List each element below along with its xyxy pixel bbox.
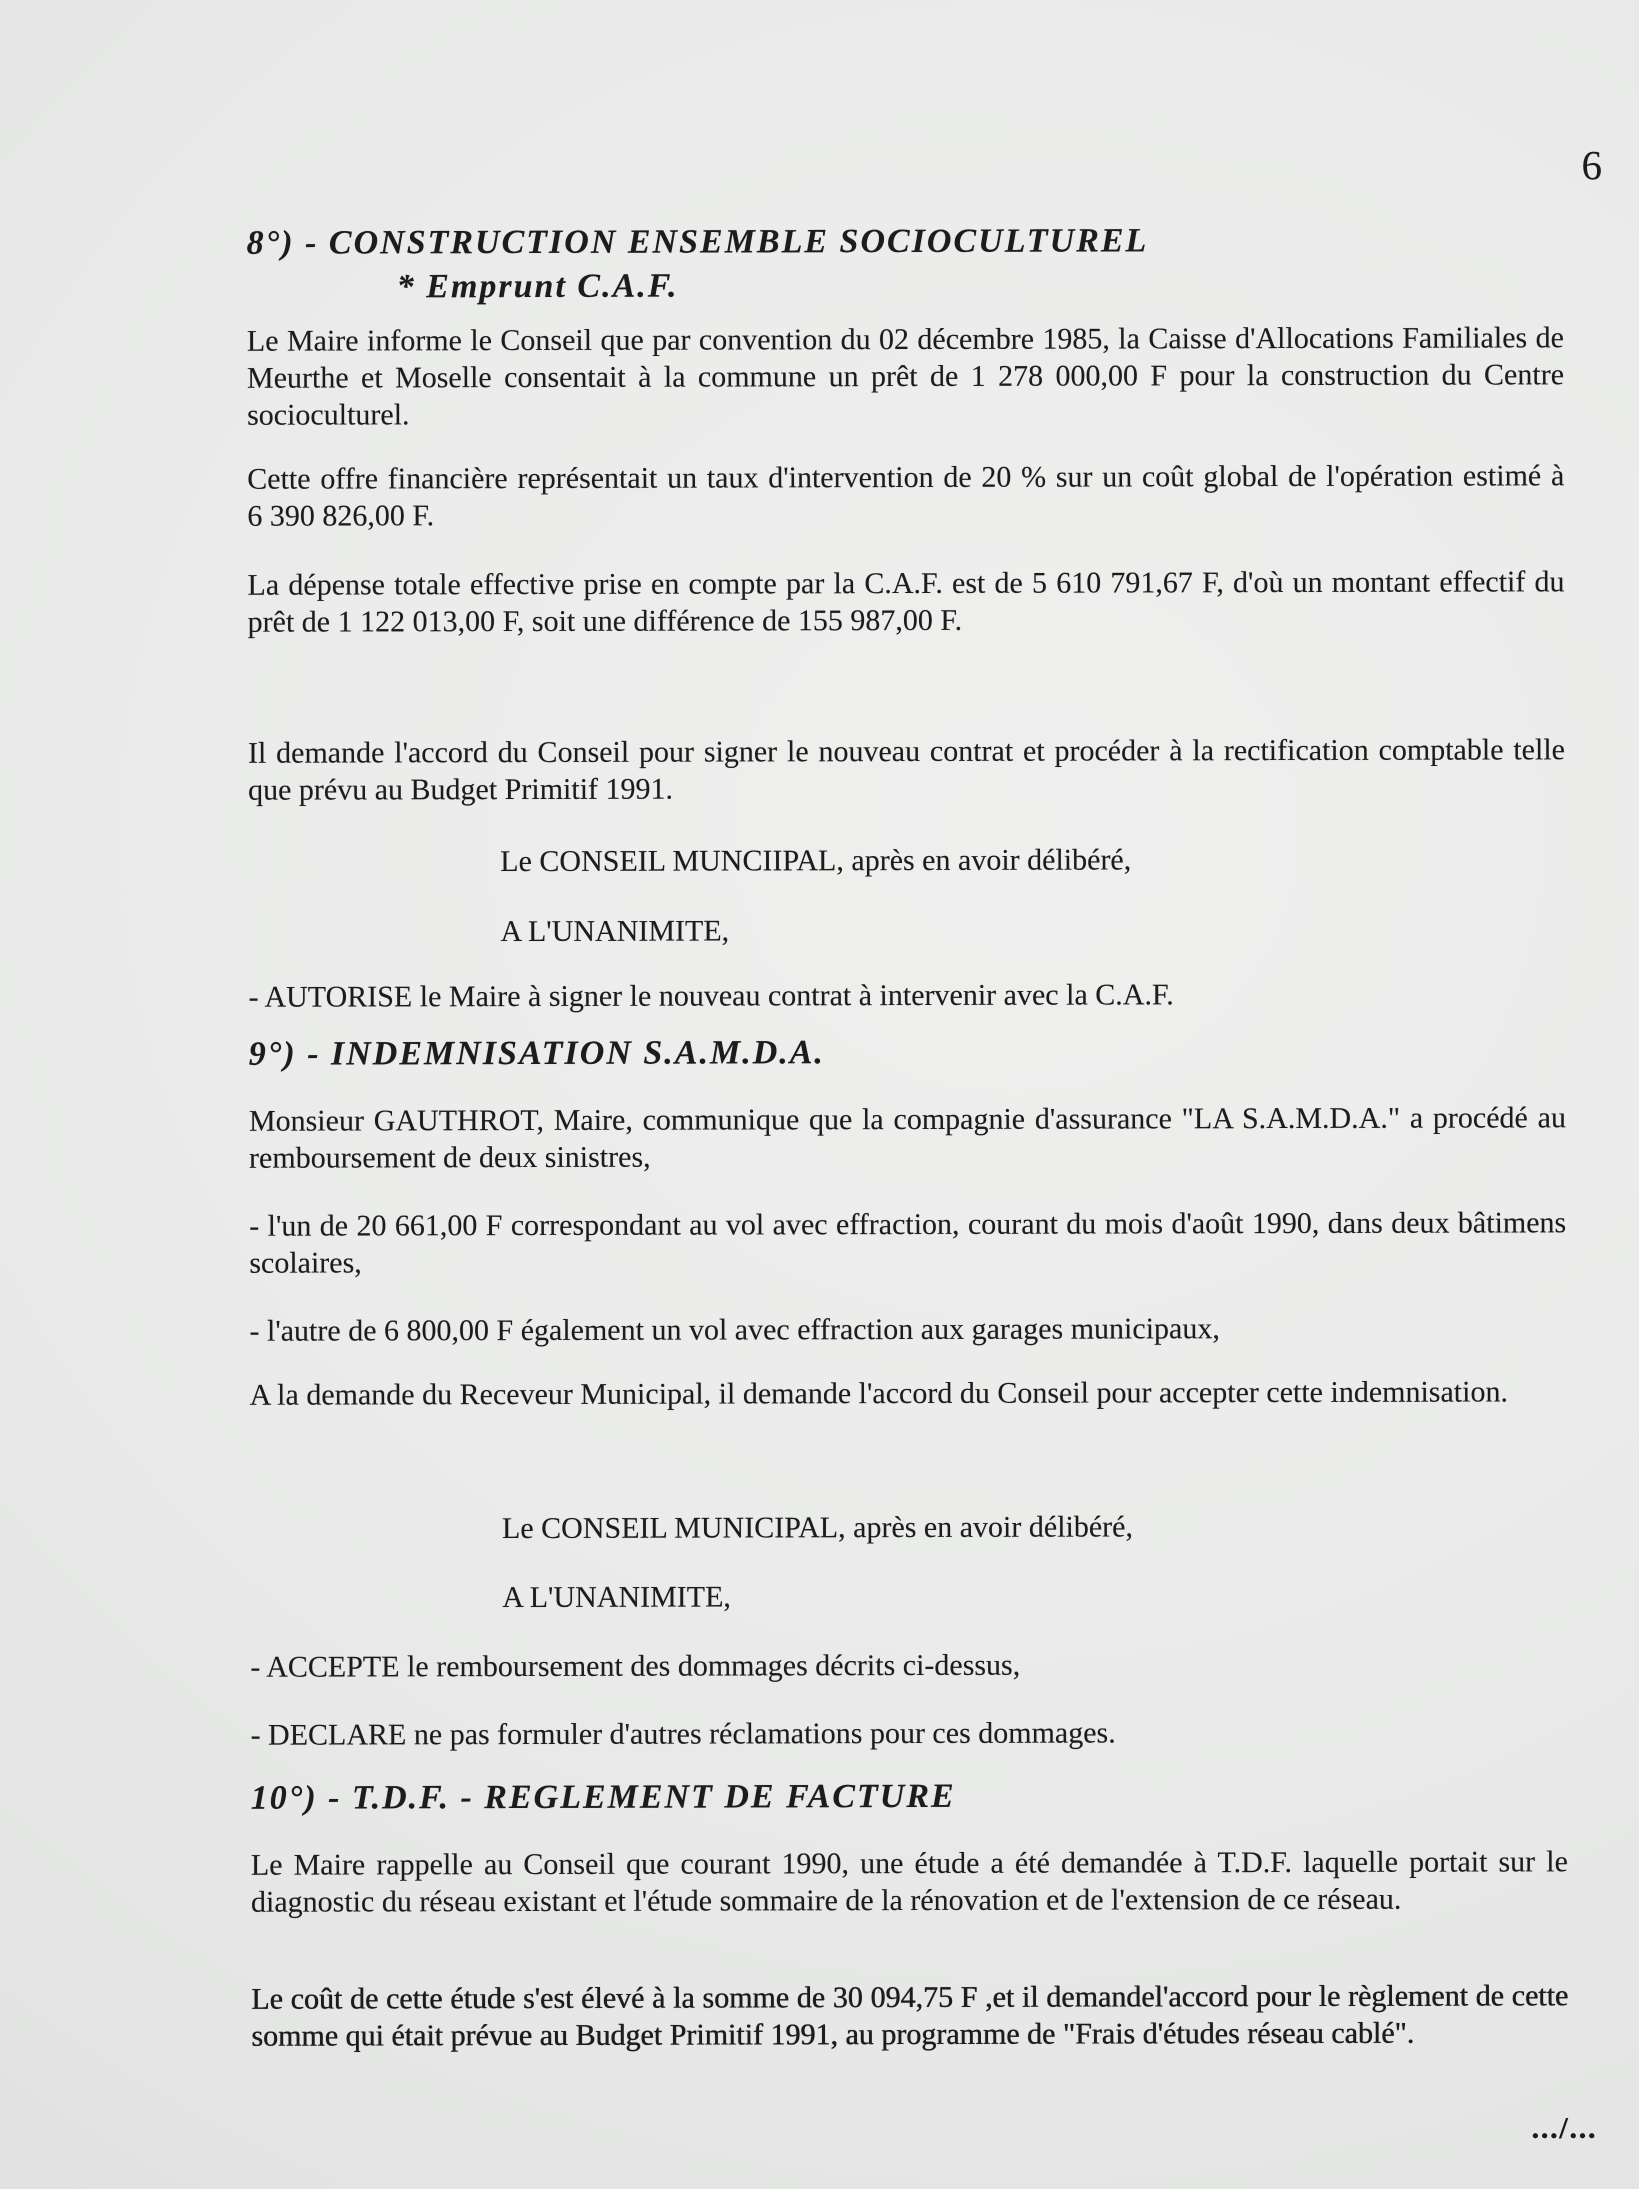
- section-8-deliberation-line: Le CONSEIL MUNCIIPAL, après en avoir délibéré,: [500, 843, 1132, 879]
- section-9-decision-line-2: - DECLARE ne pas formuler d'autres réclamations pour ces dommages.: [250, 1716, 1116, 1752]
- section-9-heading: 9°) - INDEMNISATION S.A.M.D.A.: [248, 1034, 825, 1073]
- page-content: [246, 0, 1569, 2189]
- section-8-heading: 8°) - CONSTRUCTION ENSEMBLE SOCIOCULTUREL: [246, 222, 1149, 262]
- section-8-paragraph-1: Le Maire informe le Conseil que par convention du 02 décembre 1985, la Caisse d'Allocations Familiales de Meurthe et Moselle consentait à la commune un prêt de 1 278 000,00 F pour la construction du Centre socioculturel.: [246, 321, 1565, 432]
- page-number: 6: [1581, 142, 1602, 188]
- section-8-paragraph-3: La dépense totale effective prise en compte par la C.A.F. est de 5 610 791,67 F, d'où un montant effectif du prêt de 1 122 013,00 F, soit une différence de 155 987,00 F.: [247, 565, 1565, 639]
- continuation-mark: .../...: [1531, 2110, 1597, 2145]
- section-9-decision-line-1: - ACCEPTE le remboursement des dommages décrits ci-dessus,: [250, 1648, 1021, 1684]
- section-8-decision-line: - AUTORISE le Maire à signer le nouveau contrat à intervenir avec la C.A.F.: [248, 978, 1174, 1014]
- section-9-deliberation-line: Le CONSEIL MUNICIPAL, après en avoir délibéré,: [501, 1510, 1134, 1546]
- section-8-subheading: * Emprunt C.A.F.: [396, 267, 679, 306]
- section-8-vote-line: A L'UNANIMITE,: [500, 914, 730, 949]
- section-8-paragraph-4: Il demande l'accord du Conseil pour signer le nouveau contrat et procéder à la rectification comptable telle que prévu au Budget Primitif 1991.: [247, 733, 1566, 807]
- section-10-paragraph-1: Le Maire rappelle au Conseil que courant 1990, une étude a été demandée à T.D.F. laquelle portait sur le diagnostic du réseau existant et l'étude sommaire de la rénovation et de l'extension de ce réseau.: [250, 1845, 1568, 1919]
- section-9-paragraph-1: Monsieur GAUTHROT, Maire, communique que la compagnie d'assurance "LA S.A.M.D.A." a procédé au remboursement de deux sinistres,: [248, 1101, 1566, 1175]
- section-9-vote-line: A L'UNANIMITE,: [502, 1580, 731, 1615]
- section-9-claim-item-1: - l'un de 20 661,00 F correspondant au vol avec effraction, courant du mois d'août 1990, dans deux bâtimens scolaires,: [249, 1206, 1567, 1280]
- section-8-paragraph-2: Cette offre financière représentait un taux d'intervention de 20 % sur un coût global de l'opération estimé à 6 390 826,00 F.: [247, 459, 1565, 533]
- section-10-heading: 10°) - T.D.F. - REGLEMENT DE FACTURE: [250, 1777, 956, 1817]
- section-9-claim-item-2: - l'autre de 6 800,00 F également un vol avec effraction aux garages municipaux,: [249, 1312, 1220, 1348]
- section-9-paragraph-2: A la demande du Receveur Municipal, il demande l'accord du Conseil pour accepter cette indemnisation.: [249, 1375, 1509, 1412]
- section-10-paragraph-2: Le coût de cette étude s'est élevé à la somme de 30 094,75 F ,et il demandel'accord pour le règlement de cette somme qui était prévue au Budget Primitif 1991, au programme de "Frais d'études réseau cablé".: [251, 1979, 1569, 2053]
